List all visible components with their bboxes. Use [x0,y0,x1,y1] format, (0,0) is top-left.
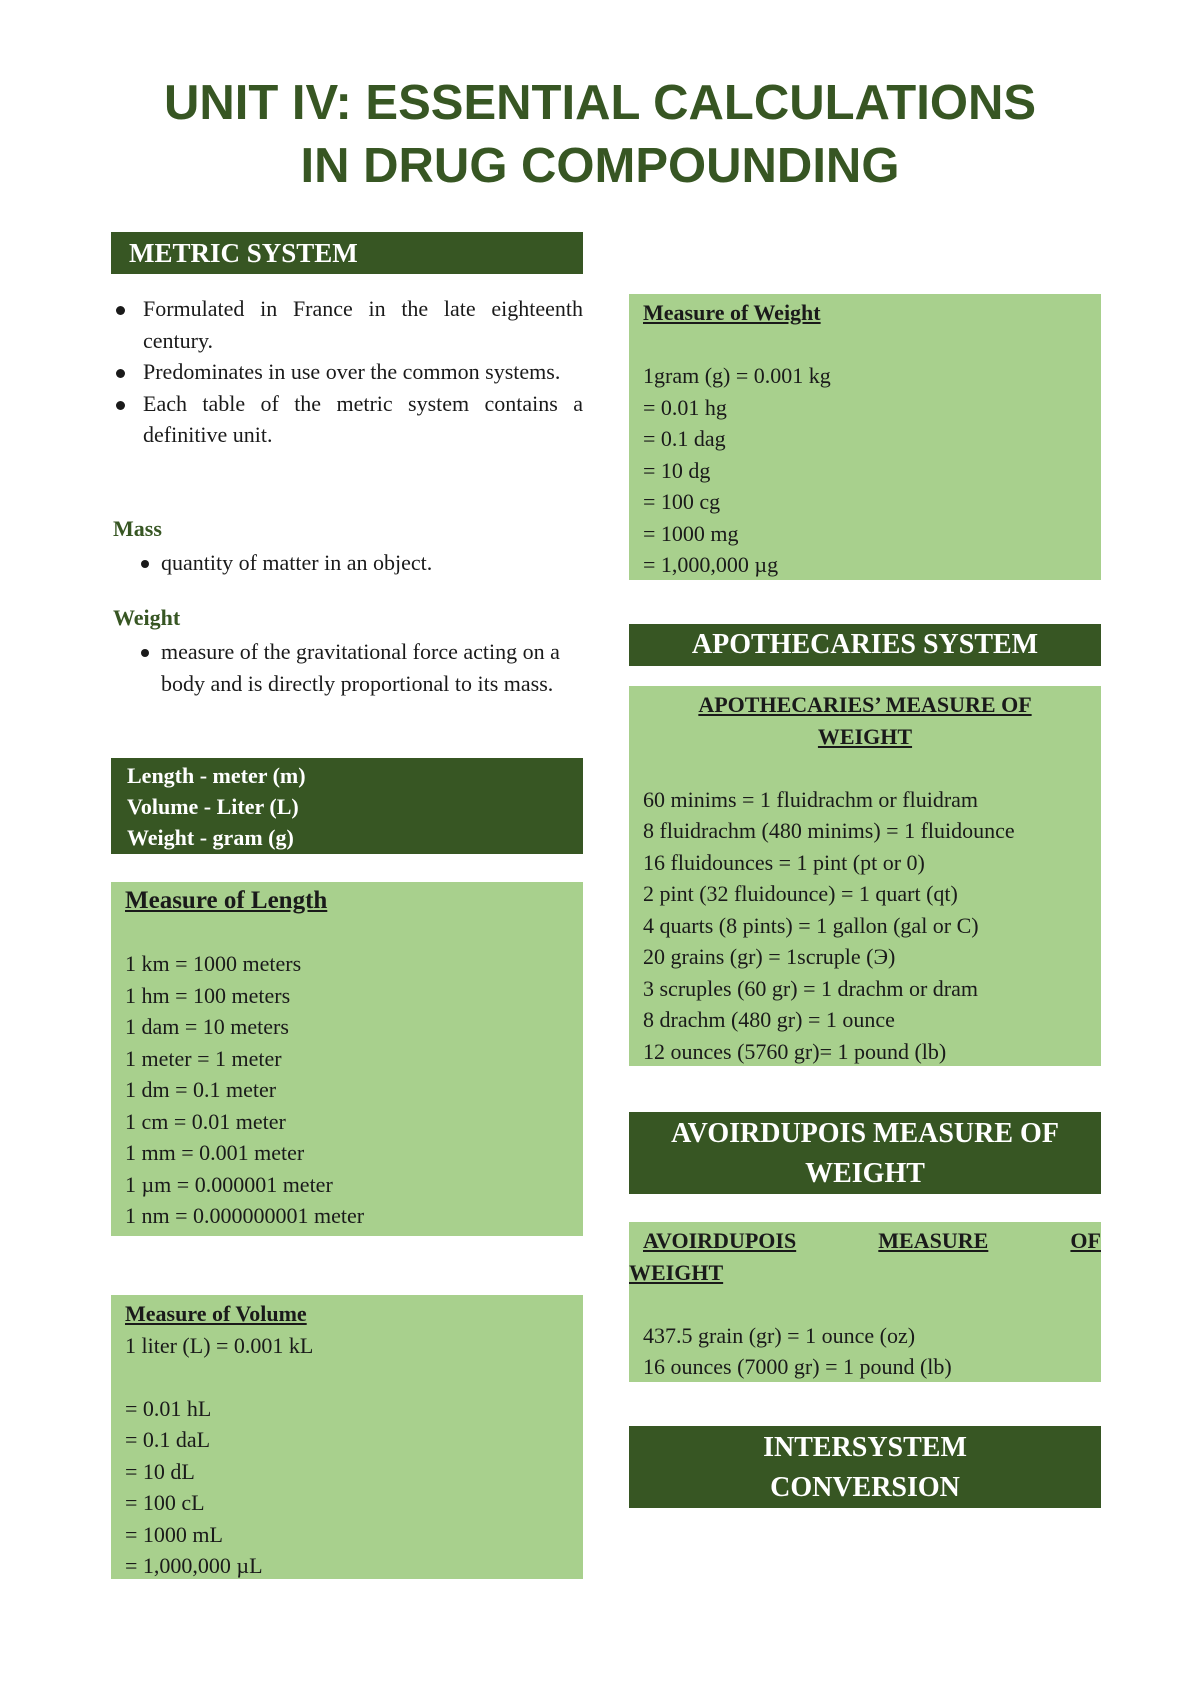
intersystem-banner-line-2: CONVERSION [770,1472,960,1503]
list-item: = 100 cg [643,489,721,514]
list-item: 4 quarts (8 pints) = 1 gallon (gal or C) [643,912,979,938]
intersystem-banner-line-1: INTERSYSTEM [763,1432,967,1463]
list-item: Formulated in France in the late eighteenth century. [113,293,583,356]
length-measure-box [111,882,583,1236]
mass-definition-list [141,547,583,579]
list-item: 12 ounces (5760 gr)= 1 pound (lb) [643,1038,947,1064]
volume-measure-box [111,1295,583,1579]
list-item: 437.5 grain (gr) = 1 ounce (oz) [643,1322,916,1348]
weight-measure-heading: Measure of Weight [643,300,821,325]
metric-system-banner-label: METRIC SYSTEM [129,238,358,268]
base-unit-volume: Volume - Liter (L) [127,794,299,819]
list-item: 1 cm = 0.01 meter [125,1108,286,1134]
list-item: Each table of the metric system contains a definitive unit. [113,388,583,451]
list-item: 1 nm = 0.000000001 meter [125,1203,365,1228]
avoirdupois-weight-box [629,1222,1101,1382]
avoirdupois-heading-line-2: WEIGHT [629,1259,724,1285]
apothecaries-heading-line-1: APOTHECARIES’ MEASURE OF [698,692,1032,717]
intersystem-conversion-banner [629,1426,1101,1508]
base-units-box [111,758,583,854]
metric-bullet-list [113,293,583,451]
apothecaries-heading-line-2: WEIGHT [817,723,913,749]
base-unit-weight: Weight - gram (g) [127,825,294,850]
list-item: Predominates in use over the common systems. [113,356,583,388]
list-item: 8 fluidrachm (480 minims) = 1 fluidounce [643,818,1015,843]
list-item: 16 fluidounces = 1 pint (pt or 0) [643,849,925,875]
list-item: 16 ounces (7000 gr) = 1 pound (lb) [643,1354,952,1379]
apothecaries-system-banner-label: APOTHECARIES SYSTEM [691,629,1039,660]
list-item: = 1000 mL [125,1521,223,1547]
list-item: 1 µm = 0.000001 meter [125,1171,333,1197]
list-item: = 10 dg [643,457,711,483]
apothecaries-weight-box [629,686,1101,1066]
list-item: 8 drachm (480 gr) = 1 ounce [643,1007,895,1032]
avoirdupois-heading-word: AVOIRDUPOIS [643,1228,797,1253]
list-item: quantity of matter in an object. [141,547,583,579]
list-item: 1 mm = 0.001 meter [125,1140,305,1165]
list-item: 1 dm = 0.1 meter [125,1077,277,1102]
list-item: 1 meter = 1 meter [125,1045,282,1071]
avoirdupois-heading-word: MEASURE [878,1228,989,1253]
list-item: = 0.01 hg [643,394,727,420]
list-item: = 1,000,000 µg [643,552,779,577]
length-heading: Measure of Length [125,887,328,914]
avoirdupois-banner-line-2: WEIGHT [805,1158,925,1189]
list-item: = 0.1 daL [125,1427,211,1452]
base-unit-length: Length - meter (m) [127,763,306,788]
list-item: = 1000 mg [643,520,739,546]
list-item: = 0.01 hL [125,1395,212,1421]
list-item: 1gram (g) = 0.001 kg [643,363,831,388]
avoirdupois-heading-word: OF [1070,1228,1101,1253]
list-item: 2 pint (32 fluidounce) = 1 quart (qt) [643,881,958,906]
apothecaries-system-banner [629,624,1101,666]
page-title [0,72,1200,198]
list-item: = 10 dL [125,1458,195,1484]
list-item: 60 minims = 1 fluidrachm or fluidram [643,786,979,812]
list-item: = 0.1 dag [643,426,726,451]
list-item: 20 grains (gr) = 1scruple (Э) [643,944,896,969]
list-item: = 100 cL [125,1490,205,1515]
mass-heading: Mass [113,516,162,541]
weight-definition-list [141,636,583,699]
title-line-2: IN DRUG COMPOUNDING [300,139,900,193]
title-line-1: UNIT IV: ESSENTIAL CALCULATIONS [163,76,1037,130]
list-item: 1 km = 1000 meters [125,951,302,976]
list-item: = 1,000,000 µL [125,1553,263,1578]
list-item: 1 hm = 100 meters [125,982,291,1008]
list-item: 1 liter (L) = 0.001 kL [125,1332,314,1358]
list-item: 1 dam = 10 meters [125,1014,289,1039]
weight-measure-box [629,294,1101,580]
avoirdupois-heading-line-1 [629,1225,1101,1257]
metric-system-banner [111,232,583,274]
list-item: 3 scruples (60 gr) = 1 drachm or dram [643,975,978,1001]
volume-heading: Measure of Volume [125,1301,307,1326]
list-item: measure of the gravitational force acting on a body and is directly proportional to its mass. [141,636,583,699]
avoirdupois-banner-line-1: AVOIRDUPOIS MEASURE OF [671,1118,1059,1149]
avoirdupois-banner [629,1112,1101,1194]
weight-heading: Weight [113,605,181,630]
